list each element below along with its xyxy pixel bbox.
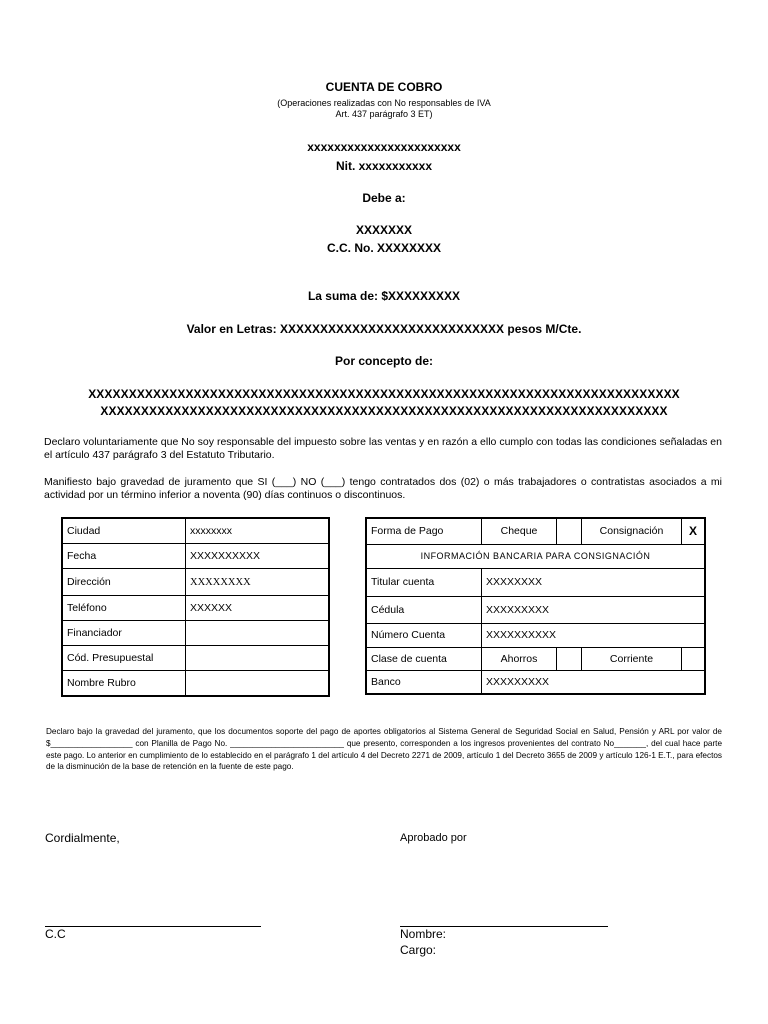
workers-declaration: Manifiesto bajo gravedad de juramento que SI (___) NO (___) tengo contratados dos (02) o más trabajadores o contratistas asociados a mi actividad por un término inferior a noventa (90) días continuos o discontinuos. bbox=[44, 476, 722, 501]
document-subtitle-line2: Art. 437 parágrafo 3 ET) bbox=[335, 109, 433, 119]
funder-value bbox=[186, 621, 330, 646]
cedula-value: XXXXXXXXX bbox=[482, 596, 706, 623]
budget-code-value bbox=[186, 646, 330, 671]
document-title: CUENTA DE COBRO bbox=[325, 80, 443, 94]
approved-by-label: Aprobado por bbox=[400, 832, 467, 844]
savings-checkbox[interactable] bbox=[557, 647, 582, 670]
account-number-value: XXXXXXXXXX bbox=[482, 623, 706, 647]
phone-value: XXXXXX bbox=[186, 596, 330, 621]
cargo-label: Cargo: bbox=[400, 943, 437, 957]
bank-info-header: INFORMACIÓN BANCARIA PARA CONSIGNACIÓN bbox=[366, 544, 705, 568]
account-number-label: Número Cuenta bbox=[366, 623, 482, 647]
company-name: xxxxxxxxxxxxxxxxxxxxxxx bbox=[307, 140, 461, 154]
amount-sum: La suma de: $XXXXXXXXX bbox=[307, 289, 461, 303]
table-row bbox=[366, 623, 705, 647]
concept-label: Por concepto de: bbox=[334, 354, 433, 368]
nombre-label: Nombre: bbox=[400, 927, 447, 941]
checking-label: Corriente bbox=[582, 647, 682, 670]
address-label: Dirección bbox=[62, 569, 186, 596]
concept-line-1: XXXXXXXXXXXXXXXXXXXXXXXXXXXXXXXXXXXXXXXXXXXXXXXXXXXXXXXXXXXXXXXXXXXXXXXXX bbox=[88, 387, 680, 401]
debe-a-label: Debe a: bbox=[362, 191, 406, 205]
bank-value: XXXXXXXXX bbox=[482, 670, 706, 694]
social-security-declaration: Declaro bajo la gravedad del juramento, que los documentos soporte del pago de aportes obligatorios al Sistema General de Seguridad Social en Salud, Pensión y ARL por valor de $__________________ con Planilla de Pago No. _________________________ que presento, corresponden a los ingresos provenientes del contrato No_______, del cual hace parte este pago. Lo anterior en cumplimiento de lo establecido en el parágrafo 1 del artículo 4 del Decreto 2271 de 2009, artículo 1 del Decreto 3655 de 2009 y artículo 126-1 E.T., para efectos de la disminución de la base de retención en la fuente de este pago. bbox=[46, 727, 722, 772]
account-holder-value: XXXXXXXX bbox=[482, 568, 706, 596]
funder-label: Financiador bbox=[62, 621, 186, 646]
amount-in-words: Valor en Letras: XXXXXXXXXXXXXXXXXXXXXXXXXXXX pesos M/Cte. bbox=[186, 322, 582, 336]
closing-cordialmente: Cordialmente, bbox=[45, 831, 120, 845]
city-label: Ciudad bbox=[62, 518, 186, 544]
checking-checkbox[interactable] bbox=[682, 647, 706, 670]
date-value: XXXXXXXXXX bbox=[186, 544, 330, 569]
table-row bbox=[366, 647, 705, 670]
details-table bbox=[61, 517, 330, 697]
table-row bbox=[62, 621, 329, 646]
payee-name: XXXXXXX bbox=[355, 223, 413, 237]
phone-label: Teléfono bbox=[62, 596, 186, 621]
savings-label: Ahorros bbox=[482, 647, 557, 670]
item-name-label: Nombre Rubro bbox=[62, 671, 186, 697]
table-row bbox=[366, 568, 705, 596]
table-row bbox=[366, 518, 705, 544]
consignacion-label: Consignación bbox=[582, 518, 682, 544]
city-value: xxxxxxxx bbox=[186, 518, 330, 544]
table-row bbox=[366, 544, 705, 568]
consignacion-checkbox[interactable]: X bbox=[682, 518, 706, 544]
address-value: XXXXXXXX bbox=[186, 569, 330, 596]
cheque-label: Cheque bbox=[482, 518, 557, 544]
table-row bbox=[62, 646, 329, 671]
signature-line-left bbox=[45, 926, 261, 927]
table-row bbox=[62, 671, 329, 697]
budget-code-label: Cód. Presupuestal bbox=[62, 646, 186, 671]
date-label: Fecha bbox=[62, 544, 186, 569]
cedula-label: Cédula bbox=[366, 596, 482, 623]
table-row bbox=[62, 569, 329, 596]
payment-table bbox=[365, 517, 706, 695]
iva-declaration: Declaro voluntariamente que No soy responsable del impuesto sobre las ventas y en razón a ello cumplo con todas las condiciones señaladas en el artículo 437 parágrafo 3 del Estatuto Tributario. bbox=[44, 436, 722, 461]
payee-id: C.C. No. XXXXXXXX bbox=[326, 241, 442, 255]
concept-line-2: XXXXXXXXXXXXXXXXXXXXXXXXXXXXXXXXXXXXXXXXXXXXXXXXXXXXXXXXXXXXXXXXXXXXXX bbox=[100, 404, 668, 418]
table-row bbox=[62, 544, 329, 569]
bank-label: Banco bbox=[366, 670, 482, 694]
table-row bbox=[62, 596, 329, 621]
account-type-label: Clase de cuenta bbox=[366, 647, 482, 670]
table-row bbox=[366, 670, 705, 694]
cc-label: C.C bbox=[45, 927, 66, 941]
cheque-checkbox[interactable] bbox=[557, 518, 582, 544]
document-subtitle-line1: (Operaciones realizadas con No responsables de IVA bbox=[277, 98, 491, 108]
table-row bbox=[62, 518, 329, 544]
company-nit: Nit. xxxxxxxxxxx bbox=[335, 159, 433, 173]
account-holder-label: Titular cuenta bbox=[366, 568, 482, 596]
item-name-value bbox=[186, 671, 330, 697]
payment-method-label: Forma de Pago bbox=[366, 518, 482, 544]
table-row bbox=[366, 596, 705, 623]
